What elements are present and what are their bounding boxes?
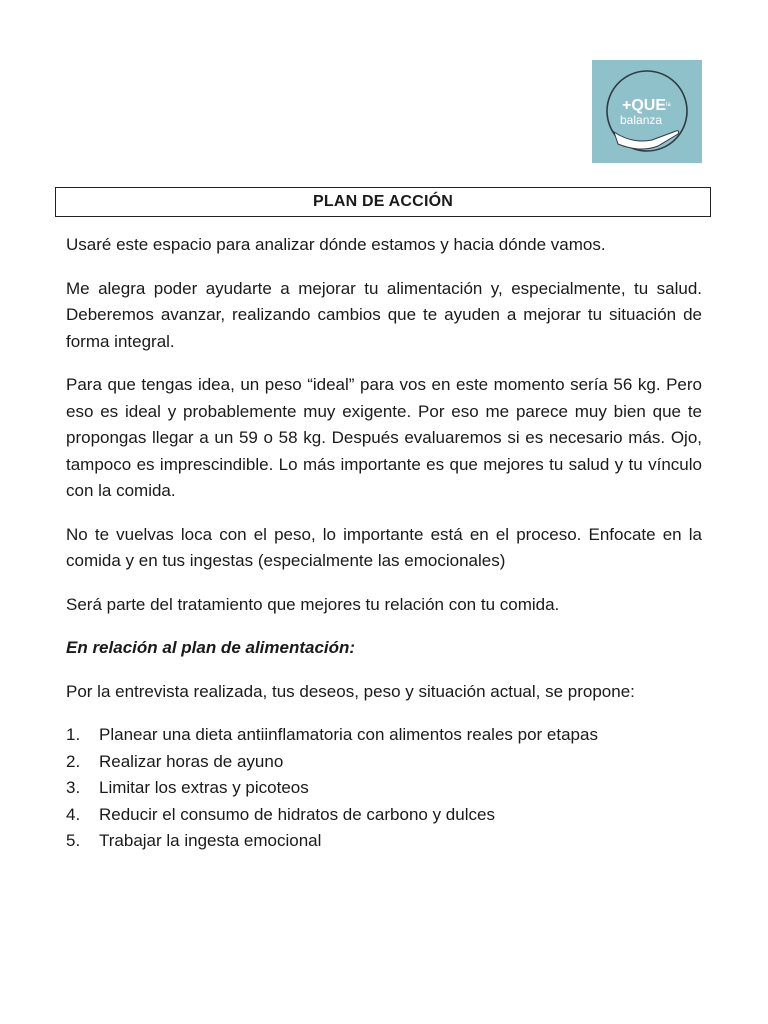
list-item-number: 4. — [66, 804, 81, 824]
list-item-text: Trabajar la ingesta emocional — [99, 831, 322, 850]
logo-text-line1: +QUE — [622, 97, 667, 114]
hand-icon — [614, 131, 679, 149]
list-item — [66, 775, 702, 802]
brand-logo — [592, 60, 702, 163]
list-item-number: 1. — [66, 725, 81, 744]
list-item — [66, 802, 702, 829]
list-item-number: 2. — [66, 751, 81, 771]
list-item — [66, 828, 702, 855]
paragraph-support: Me alegra poder ayudarte a mejorar tu alimentación y, especialmente, tu salud. Deberemos avanzar, realizando cambios que te ayuden a mejorar tu situación de forma integral. — [66, 278, 702, 351]
plan-list — [66, 722, 702, 855]
document-title: PLAN DE ACCIÓN — [55, 187, 711, 217]
list-item — [66, 749, 702, 776]
list-item-text: Reducir el consumo de hidratos de carbono y dulces — [99, 804, 495, 824]
list-item — [66, 722, 702, 749]
list-item-text: Limitar los extras y picoteos — [99, 778, 309, 797]
hand-scale-logo-icon — [592, 60, 702, 163]
list-item-text: Realizar horas de ayuno — [99, 751, 284, 771]
logo-text-small: la — [666, 102, 671, 108]
list-item-text: Planear una dieta antiinflamatoria con alimentos reales por etapas — [99, 725, 598, 744]
list-item-number: 3. — [66, 778, 81, 797]
section-title: En relación al plan de alimentación: — [66, 638, 356, 657]
logo-text-line2: balanza — [620, 113, 663, 127]
list-item-number: 5. — [66, 831, 81, 850]
paragraph-treatment: Será parte del tratamiento que mejores tu relación con tu comida. — [66, 594, 560, 614]
paragraph-intro: Usaré este espacio para analizar dónde estamos y hacia dónde vamos. — [66, 235, 606, 254]
paragraph-proposal: Por la entrevista realizada, tus deseos, peso y situación actual, se propone: — [66, 681, 635, 701]
document-body — [66, 232, 702, 855]
paragraph-weight: Para que tengas idea, un peso “ideal” para vos en este momento sería 56 kg. Pero eso es ideal y probablemente muy exigente. Por eso me parece muy bien que te propongas llegar a un 59 o 58 kg. Después evaluaremos si es necesario más. Ojo, tampoco es imprescindible. Lo más importante es que mejores tu salud y tu vínculo con la comida. — [66, 375, 702, 500]
paragraph-process: No te vuelvas loca con el peso, lo importante está en el proceso. Enfocate en la comida y en tus ingestas (especialmente las emocionales) — [66, 524, 702, 570]
